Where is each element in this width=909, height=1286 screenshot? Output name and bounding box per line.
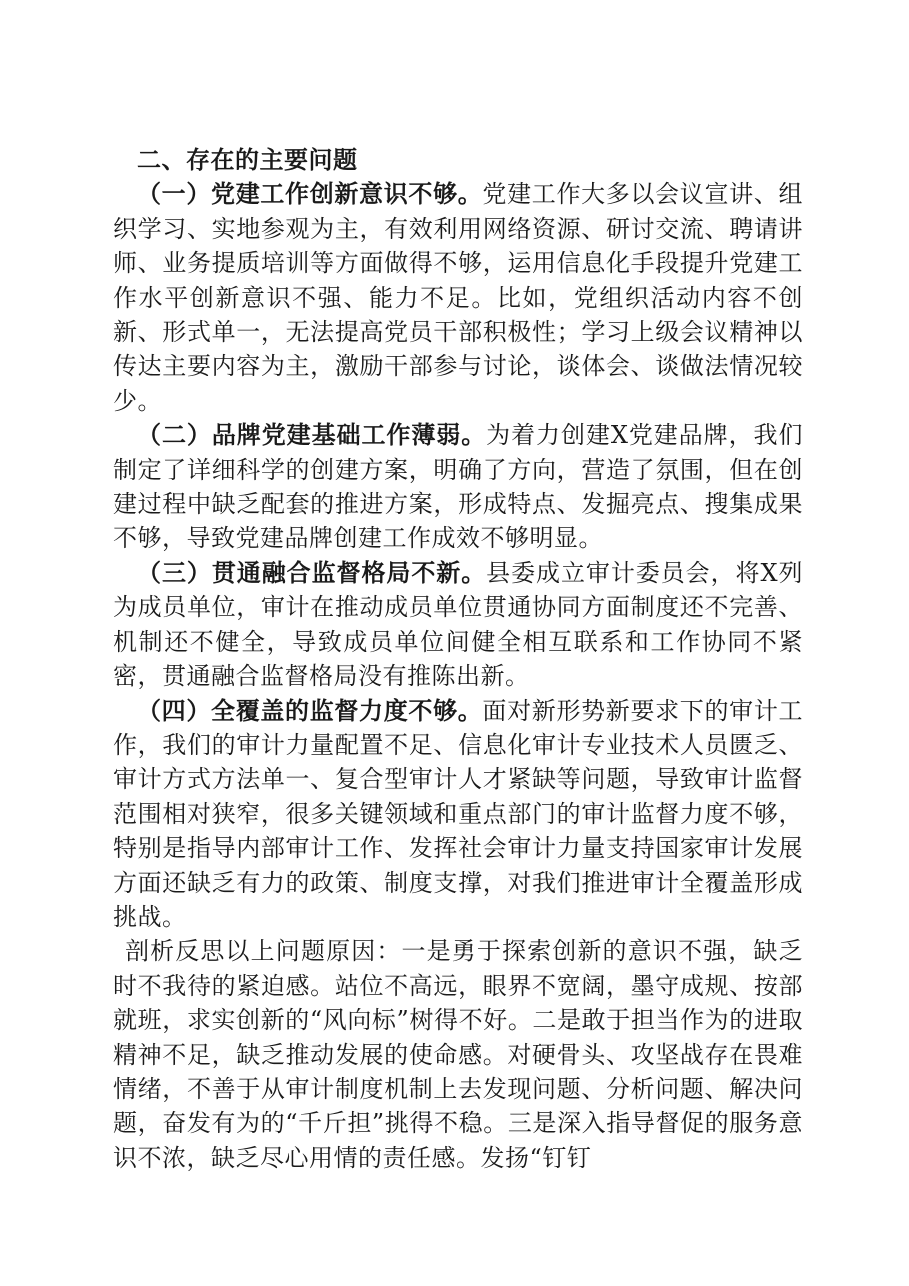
problem-lead-2: （二）品牌党建基础工作薄弱。	[137, 421, 487, 450]
problem-lead-4: （四）全覆盖的监督力度不够。	[137, 696, 483, 725]
problem-paragraph-2	[113, 418, 803, 556]
problem-body-3: 县委成立审计委员会，将X列为成员单位，审计在推动成员单位贯通协同方面制度还不完善、机制还不健全，导致成员单位间健全相互联系和工作协同不紧密，贯通融合监督格局没有推陈出新。	[113, 558, 803, 691]
problem-body-2: 为着力创建X党建品牌，我们制定了详细科学的创建方案，明确了方向，营造了氛围，但在创建过程中缺乏配套的推进方案，形成特点、发掘亮点、搜集成果不够，导致党建品牌创建工作成效不够明显。	[113, 421, 803, 553]
problem-body-1: 党建工作大多以会议宣讲、组织学习、实地参观为主，有效利用网络资源、研讨交流、聘请讲师、业务提质培训等方面做得不够，运用信息化手段提升党建工作水平创新意识不强、能力不足。比如，党组织活动内容不创新、形式单一，无法提高党员干部积极性；学习上级会议精神以传达主要内容为主，激励干部参与讨论，谈体会、谈做法情况较少。	[113, 180, 803, 415]
document-body	[113, 143, 803, 1175]
problem-lead-1: （一）党建工作创新意识不够。	[137, 180, 483, 209]
problem-lead-3: （三）贯通融合监督格局不新。	[137, 558, 487, 587]
problem-body-4: 面对新形势新要求下的审计工作，我们的审计力量配置不足、信息化审计专业技术人员匮乏、审计方式方法单一、复合型审计人才紧缺等问题，导致审计监督范围相对狭窄，很多关键领域和重点部门的审计监督力度不够，特别是指导内部审计工作、发挥社会审计力量支持国家审计发展方面还缺乏有力的政策、制度支撑，对我们推进审计全覆盖形成挑战。	[113, 696, 803, 931]
problem-paragraph-3	[113, 556, 803, 694]
problem-paragraph-1	[113, 177, 803, 418]
analysis-paragraph: 剖析反思以上问题原因：一是勇于探索创新的意识不强，缺乏时不我待的紧迫感。站位不高远，眼界不宽阔，墨守成规、按部就班，求实创新的“风向标”树得不好。二是敢于担当作为的进取精神不足，缺乏推动发展的使命感。对硬骨头、攻坚战存在畏难情绪，不善于从审计制度机制上去发现问题、分析问题、解决问题，奋发有为的“千斤担”挑得不稳。三是深入指导督促的服务意识不浓，缺乏尽心用情的责任感。发扬“钉钉	[113, 937, 803, 1172]
section-heading: 二、存在的主要问题	[137, 146, 358, 174]
problem-paragraph-4	[113, 694, 803, 935]
